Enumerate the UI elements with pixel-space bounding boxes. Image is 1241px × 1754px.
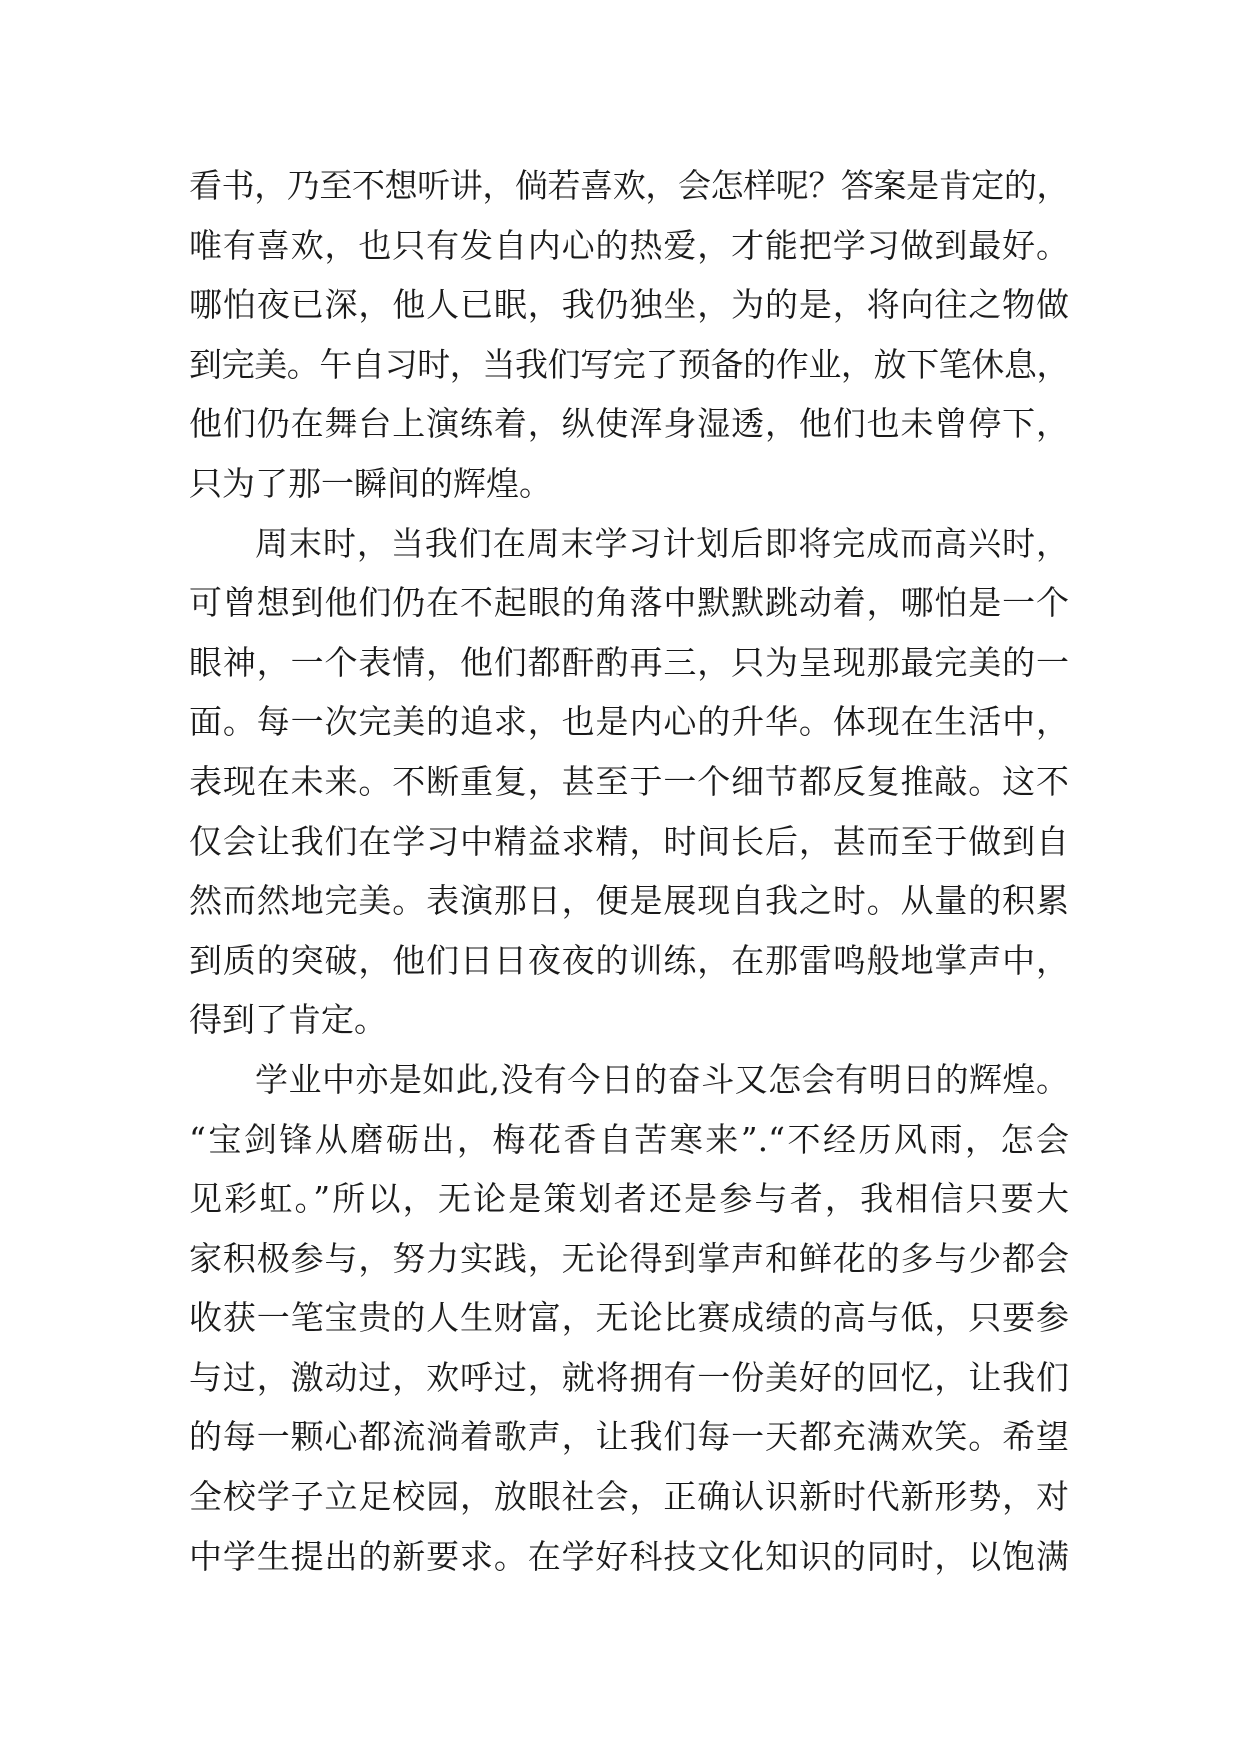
text-line: 与过，激动过，欢呼过，就将拥有一份美好的回忆，让我们	[189, 1357, 1069, 1397]
text-line: 然而然地完美。表演那日，便是展现自我之时。从量的积累	[189, 881, 1069, 921]
text-line: 的每一颗心都流淌着歌声，让我们每一天都充满欢笑。希望	[189, 1417, 1069, 1457]
text-line: 表现在未来。不断重复，甚至于一个细节都反复推敲。这不	[189, 761, 1069, 801]
body-text	[189, 156, 1069, 1586]
text-line: 面。每一次完美的追求，也是内心的升华。体现在生活中，	[189, 702, 1069, 742]
text-line: “宝剑锋从磨砺出，梅花香自苦寒来”.“不经历风雨，怎会	[189, 1119, 1069, 1159]
text-line: 眼神，一个表情，他们都酐酌再三，只为呈现那最完美的一	[189, 642, 1069, 682]
text-line: 仅会让我们在学习中精益求精，时间长后，甚而至于做到自	[189, 821, 1069, 861]
text-line: 到质的突破，他们日日夜夜的训练，在那雷鸣般地掌声中，	[189, 940, 1069, 980]
text-line: 哪怕夜已深，他人已眠，我仍独坐，为的是，将向往之物做	[189, 285, 1069, 325]
text-line: 看书，乃至不想听讲，倘若喜欢，会怎样呢？答案是肯定的，	[189, 166, 1069, 205]
text-line: 到完美。午自习时，当我们写完了预备的作业，放下笔休息，	[189, 344, 1069, 384]
text-line: 只为了那一瞬间的辉煌。	[189, 463, 552, 503]
text-line: 家积极参与，努力实践，无论得到掌声和鲜花的多与少都会	[189, 1238, 1069, 1278]
text-line: 周末时，当我们在周末学习计划后即将完成而高兴时，	[255, 523, 1069, 563]
text-line: 学业中亦是如此,没有今日的奋斗又怎会有明日的辉煌。	[255, 1059, 1069, 1099]
text-line: 唯有喜欢，也只有发自内心的热爱，才能把学习做到最好。	[189, 225, 1069, 265]
text-line: 见彩虹。”所以，无论是策划者还是参与者，我相信只要大	[189, 1179, 1069, 1219]
text-line: 收获一笔宝贵的人生财富，无论比赛成绩的高与低，只要参	[189, 1298, 1069, 1338]
text-line: 得到了肯定。	[189, 1000, 387, 1040]
text-line: 全校学子立足校园，放眼社会，正确认识新时代新形势，对	[189, 1477, 1069, 1517]
text-line: 可曾想到他们仍在不起眼的角落中默默跳动着，哪怕是一个	[189, 583, 1069, 623]
text-line: 中学生提出的新要求。在学好科技文化知识的同时，以饱满	[189, 1536, 1069, 1576]
text-line: 他们仍在舞台上演练着，纵使浑身湿透，他们也未曾停下，	[189, 404, 1069, 444]
